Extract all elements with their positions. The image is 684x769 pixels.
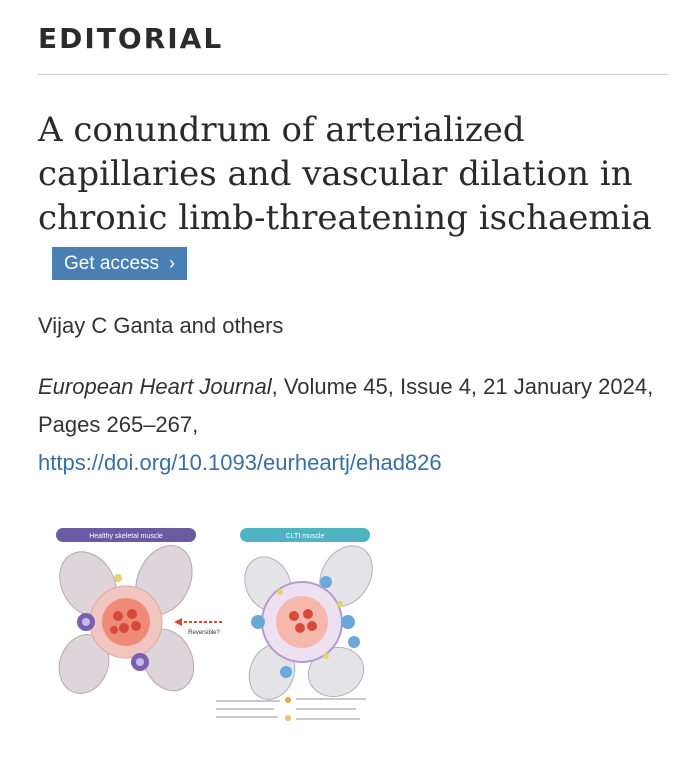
left-panel-title: Healthy skeletal muscle <box>89 533 163 540</box>
clti-muscle-illustration <box>236 536 383 706</box>
article-title[interactable] <box>38 108 668 284</box>
healthy-muscle-illustration <box>48 536 203 700</box>
journal-name: European Heart Journal <box>38 374 272 399</box>
arrow-label: Reversible? <box>188 630 220 636</box>
right-panel-title: CLTI muscle <box>285 533 325 540</box>
author-list: Vijay C Ganta and others <box>38 313 284 338</box>
doi-link[interactable]: https://doi.org/10.1093/eurheartj/ehad826 <box>38 450 442 475</box>
graphical-abstract-figure[interactable] <box>36 522 424 752</box>
arrow-head-icon <box>174 618 182 626</box>
citation-details: , Volume 45, Issue 4, 21 January 2024, Pages 265–267, <box>38 374 654 437</box>
divider <box>38 74 668 75</box>
chevron-right-icon: › <box>169 253 176 273</box>
get-access-button[interactable] <box>52 247 187 280</box>
citation <box>38 368 658 482</box>
article-title-text[interactable]: A conundrum of arterialized capillaries and vascular dilation in chronic limb-threatening ischaemia <box>38 110 652 238</box>
figure-legend <box>216 697 366 721</box>
get-access-label: Get access <box>64 253 160 274</box>
section-label: EDITORIAL <box>38 22 224 55</box>
